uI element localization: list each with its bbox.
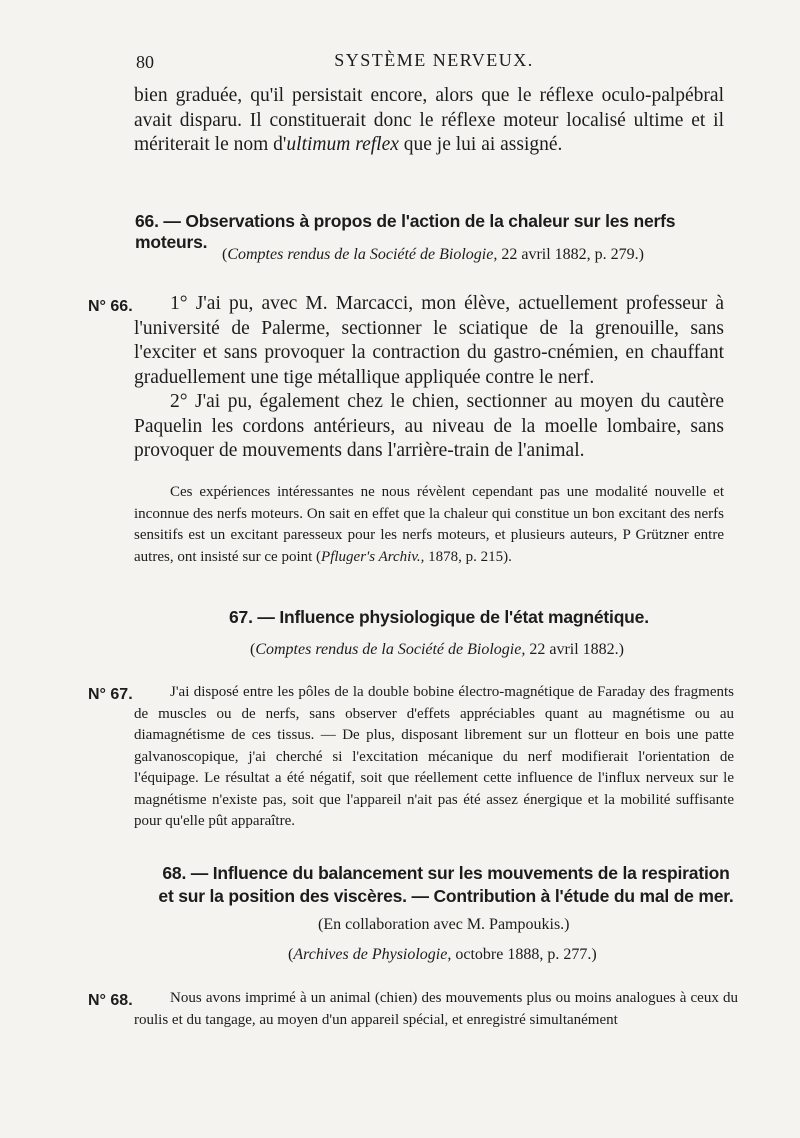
citation-date: 22 avril 1882, p. 279.) [497,246,644,263]
citation-open: ( [250,641,256,658]
section-68-heading-line-2: et sur la position des viscères. — Contribution à l'étude du mal de mer. [158,886,734,906]
intro-text: bien graduée, qu'il persistait encore, alors que le réflexe oculo-palpébral avait disparu. Il constituerait donc le réflexe moteur localisé ultime et il mériterait le nom d' [134,85,724,155]
section-67-citation [250,641,680,659]
section-68-heading-line-1: 68. — Influence du balancement sur les mouvements de la respiration [162,863,730,883]
side-number-66: N° 66. [88,298,133,315]
intro-text-end: que je lui ai assigné. [398,134,563,155]
section-66-citation [222,246,692,264]
section-68-citation [288,946,628,964]
intro-paragraph [134,84,724,158]
side-number-67: N° 67. [88,686,133,703]
intro-emphasis: ultimum reflex [286,134,399,155]
section-66-para-2: 2° J'ai pu, également chez le chien, sectionner au moyen du cautère Paquelin les cordons antérieurs, au niveau de la moelle lombaire, sans provoquer de mouvements dans l'arrière-train de l'animal. [134,391,724,461]
section-66-heading: 66. — Observations à propos de l'action de la chaleur sur les nerfs moteurs. [135,211,676,252]
citation-source: Comptes rendus de la Société de Biologie, [255,641,526,658]
section-68-collaboration: (En collaboration avec M. Pampoukis.) [318,916,570,933]
note-text: Ces expériences intéressantes ne nous révèlent cependant pas une modalité nouvelle et inconnue des nerfs moteurs. On sait en effet que la chaleur qui constitue un bon excitant des nerfs sensitifs est un excitant paresseux pour les nerfs moteurs, et plusieurs auteurs, P Grützner entre autres, ont insisté sur ce point ( [134,484,724,565]
citation-date: octobre 1888, p. 277.) [451,946,597,963]
section-66-body [134,292,724,464]
section-67-heading: 67. — Influence physiologique de l'état magnétique. [229,607,649,627]
citation-date: 22 avril 1882.) [525,641,624,658]
citation-source: Archives de Physiologie, [293,946,452,963]
section-66-note [134,482,724,568]
section-68-body [134,988,738,1031]
running-title: SYSTÈME NERVEUX. [334,50,534,70]
section-67-text: J'ai disposé entre les pôles de la double bobine électro-magnétique de Faraday des fragments de muscles ou de nerfs, sans observer d'effets appréciables quant au magnétisme ou au diamagnétisme de ces tissus. — De plus, disposant librement sur un flotteur en bois une patte galvanoscopique, j'ai cherché si l'excitation mécanique du nerf modifierait l'orientation de l'équipage. Le résultat a été négatif, soit que réellement cette influence de l'influx nerveux sur le magnétisme n'existe pas, soit que l'appareil n'ait pas été assez énergique et la mobilité suffisante pour qu'elle pût apparaître. [134,684,734,829]
section-66-para-1: 1° J'ai pu, avec M. Marcacci, mon élève, actuellement professeur à l'université de Palerme, sectionner le sciatique de la grenouille, sans l'exciter et sans provoquer la contraction du gastro-cnémien, en chauffant graduellement une tige métallique appliquée contre le nerf. [134,293,724,388]
citation-source: Comptes rendus de la Société de Biologie, [227,246,498,263]
note-text-end: 1878, p. 215). [424,548,512,565]
note-source: Pfluger's Archiv., [321,548,425,565]
citation-open: ( [222,246,228,263]
page-number: 80 [136,52,154,72]
section-68-heading [146,862,746,908]
section-68-text: Nous avons imprimé à un animal (chien) des mouvements plus ou moins analogues à ceux du roulis et du tangage, au moyen d'un appareil spécial, et enregistré simultanément [134,990,738,1028]
page-header [134,50,734,80]
section-67-body [134,682,734,833]
citation-open: ( [288,946,294,963]
side-number-68: N° 68. [88,992,133,1009]
